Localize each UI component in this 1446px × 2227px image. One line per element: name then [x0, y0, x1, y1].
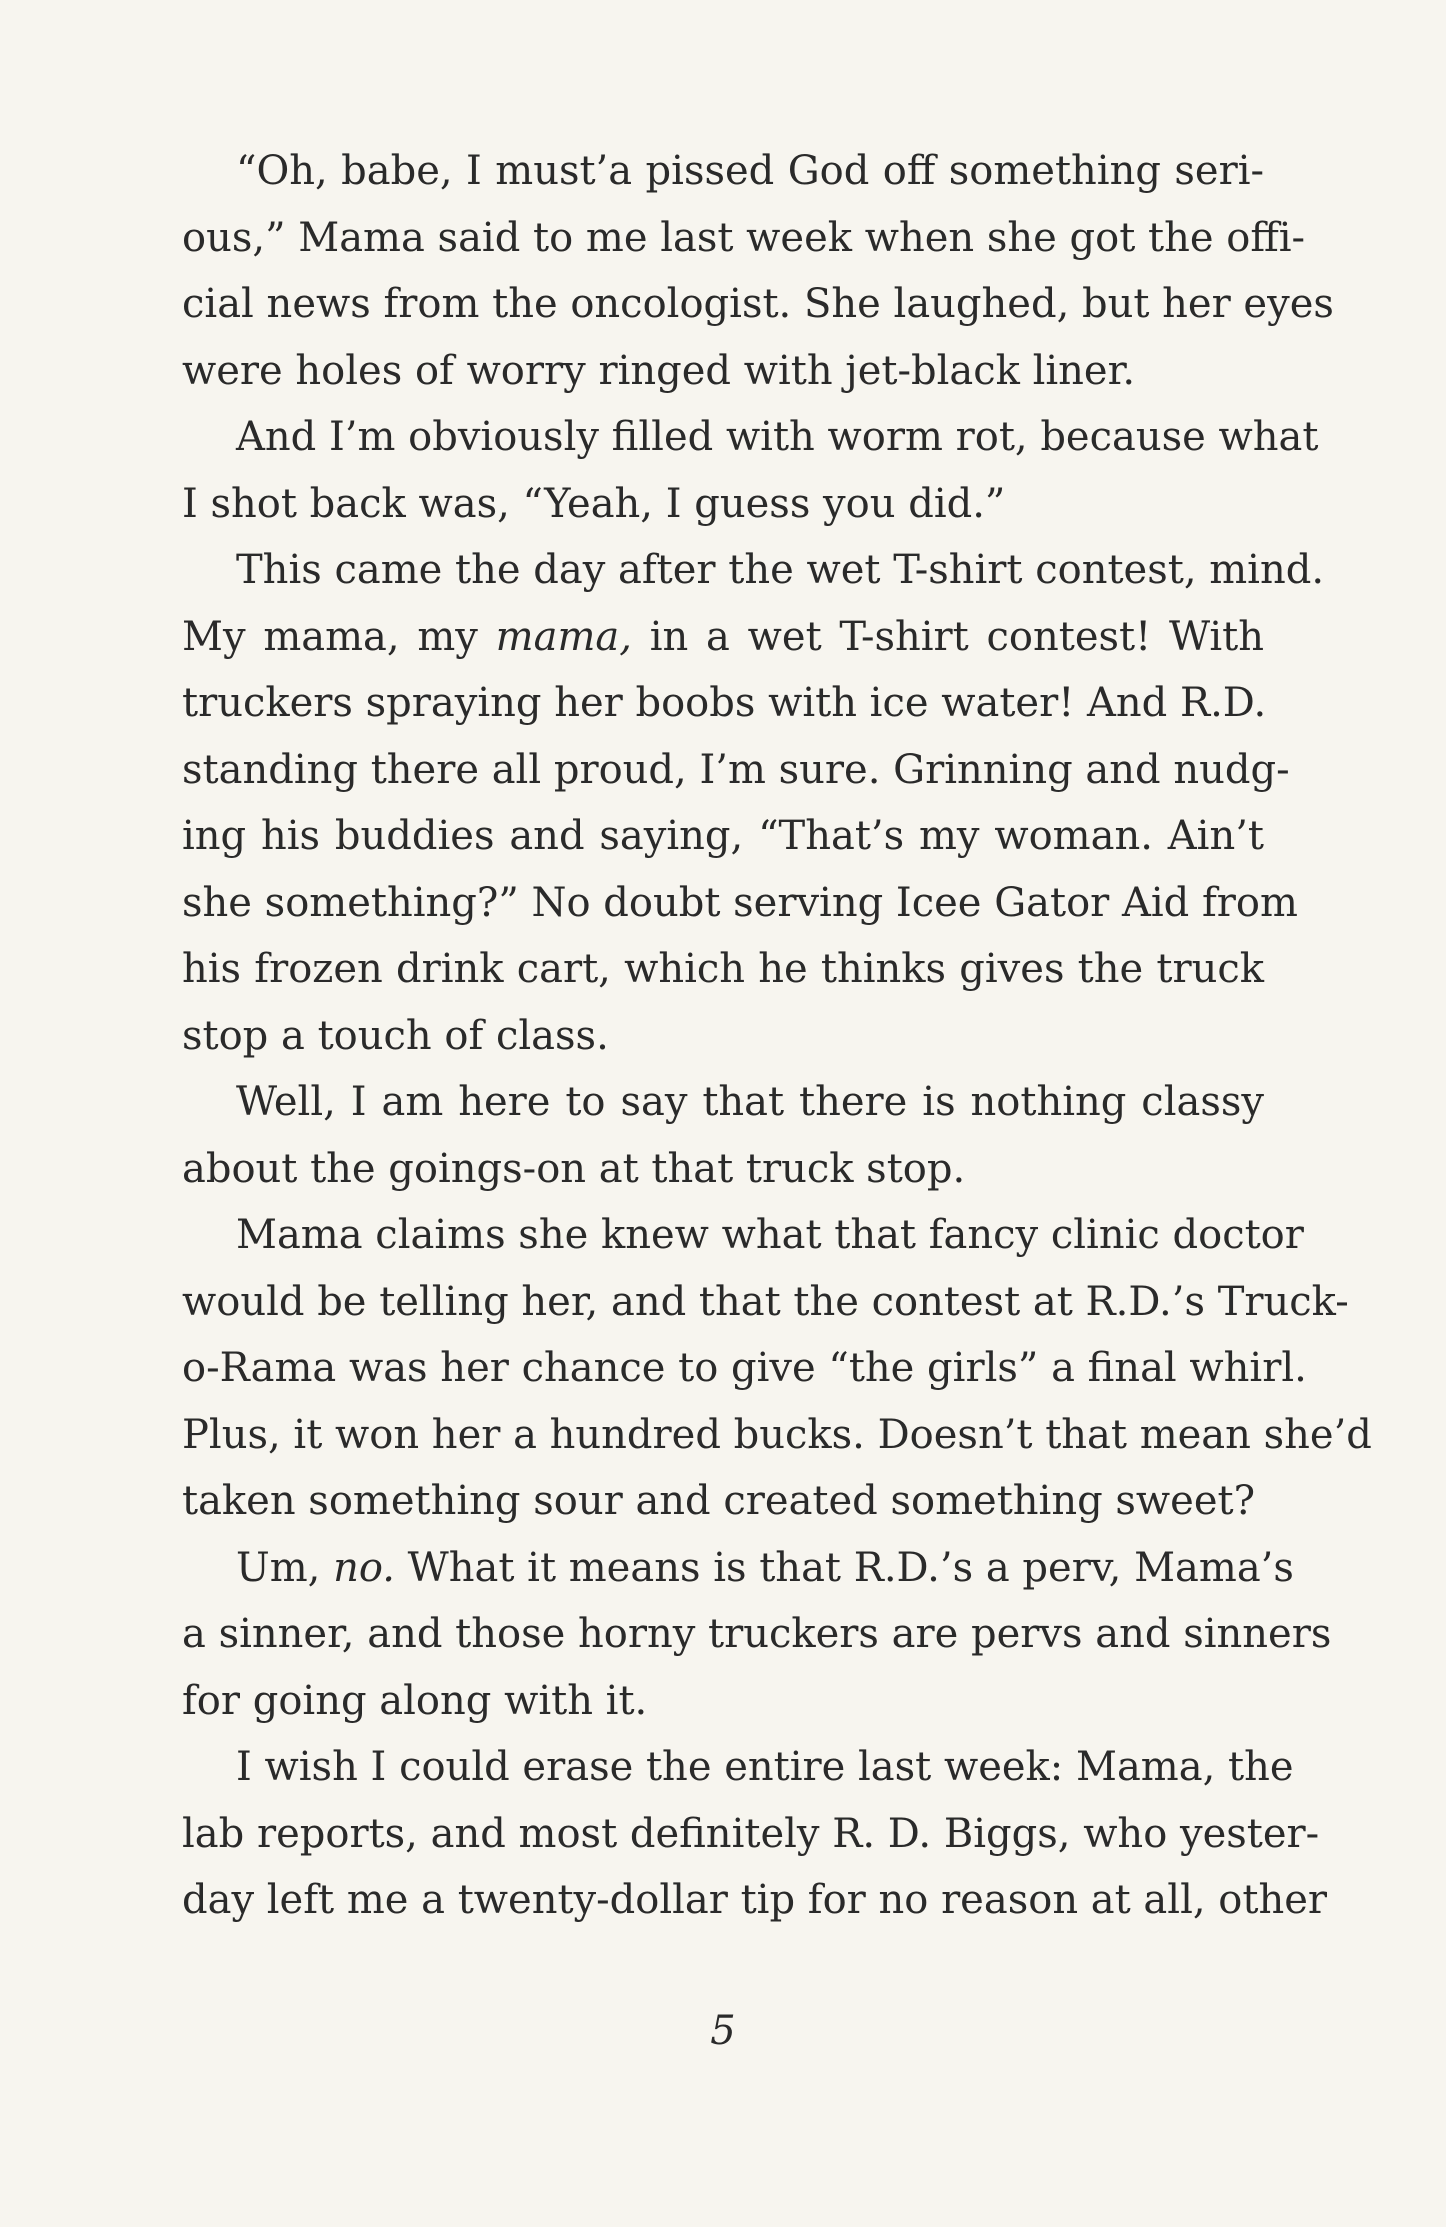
paragraph-7	[182, 1734, 1327, 1934]
text-line: were holes of worry ringed with jet-black liner.	[182, 347, 1136, 394]
text-line: ous,” Mama said to me last week when she got the offi-	[182, 214, 1306, 261]
paragraph-1	[182, 138, 1334, 404]
text-segment: What it means is that R.D.’s a perv, Mama’s	[394, 1544, 1294, 1591]
text-line: would be telling her, and that the contest at R.D.’s Truck-	[182, 1278, 1349, 1325]
emphasis-text: mama,	[495, 613, 632, 660]
text-segment: in a wet T-shirt contest! With	[631, 613, 1264, 660]
text-segment: My mama, my	[182, 613, 496, 660]
text-line: standing there all proud, I’m sure. Grinning and nudg-	[182, 746, 1290, 793]
text-line-with-emphasis	[182, 1535, 1294, 1602]
text-line: I wish I could erase the entire last week: Mama, the	[236, 1744, 1294, 1790]
paragraph-5	[182, 1202, 1372, 1535]
text-line-with-emphasis	[182, 604, 1264, 671]
text-segment: Um,	[236, 1544, 334, 1591]
text-line: taken something sour and created something sweet?	[182, 1478, 1256, 1524]
paragraph-3	[182, 537, 1325, 1069]
text-line: ing his buddies and saying, “That’s my woman. Ain’t	[182, 813, 1264, 859]
text-line: cial news from the oncologist. She laughed, but her eyes	[182, 281, 1334, 327]
text-line: lab reports, and most definitely R. D. Biggs, who yester-	[182, 1810, 1320, 1857]
text-line: for going along with it.	[182, 1677, 648, 1724]
text-line: day left me a twenty-dollar tip for no reason at all, other	[182, 1877, 1327, 1923]
text-line: stop a touch of class.	[182, 1012, 609, 1059]
emphasis-text: no.	[333, 1544, 395, 1591]
text-line: a sinner, and those horny truckers are pervs and sinners	[182, 1611, 1332, 1657]
text-line: his frozen drink cart, which he thinks gives the truck	[182, 946, 1264, 992]
text-line: “Oh, babe, I must’a pissed God off something seri-	[236, 148, 1264, 194]
text-line: Mama claims she knew what that fancy clinic doctor	[236, 1212, 1304, 1258]
page-number: 5	[710, 2008, 736, 2054]
paragraph-6	[182, 1535, 1332, 1735]
paragraph-4	[182, 1069, 1264, 1202]
paragraph-2	[182, 404, 1319, 537]
text-line: o-Rama was her chance to give “the girls” a final whirl.	[182, 1345, 1307, 1391]
text-line: This came the day after the wet T-shirt contest, mind.	[236, 547, 1325, 593]
text-line: Plus, it won her a hundred bucks. Doesn’t that mean she’d	[182, 1411, 1372, 1458]
text-line: Well, I am here to say that there is nothing classy	[236, 1079, 1264, 1125]
text-line: And I’m obviously filled with worm rot, because what	[236, 414, 1319, 460]
text-line: I shot back was, “Yeah, I guess you did.”	[182, 480, 1006, 527]
text-line: she something?” No doubt serving Icee Gator Aid from	[182, 879, 1298, 926]
text-line: truckers spraying her boobs with ice water! And R.D.	[182, 680, 1267, 726]
body-text	[182, 138, 1372, 1934]
text-line: about the goings-on at that truck stop.	[182, 1145, 966, 1192]
